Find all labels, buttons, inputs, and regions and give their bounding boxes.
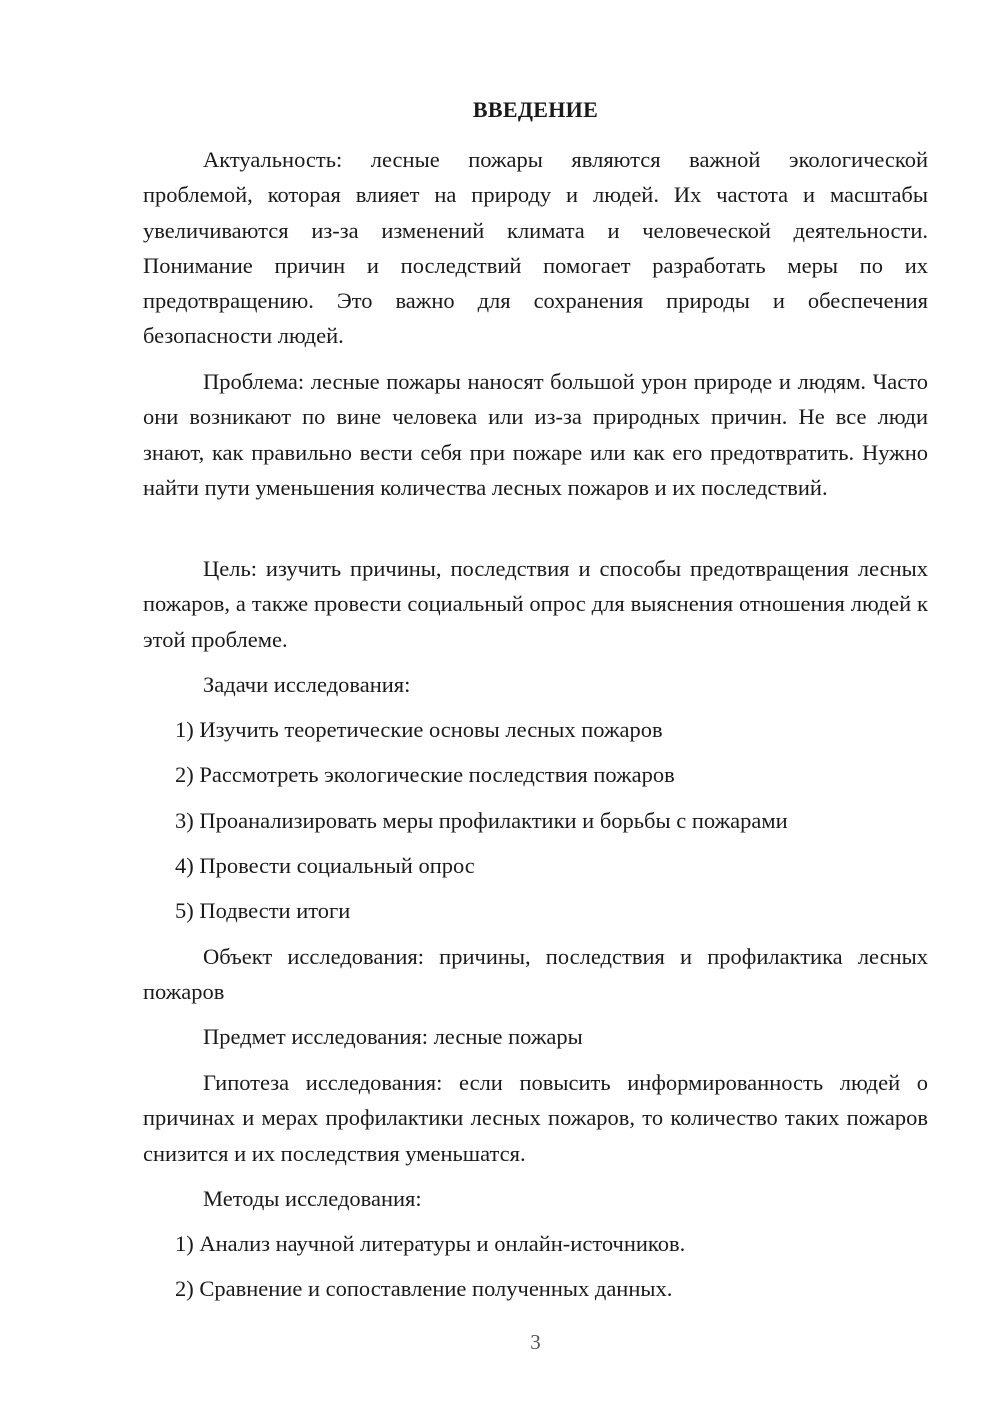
hypothesis-paragraph: Гипотеза исследования: если повысить информированность людей о причинах и мерах профилактики лесных пожаров, то количество таких пожаров снизится и их последствия уменьшатся. bbox=[143, 1070, 928, 1166]
method-item: 1) Анализ научной литературы и онлайн-источников. bbox=[175, 1231, 686, 1256]
page-number: 3 bbox=[530, 1330, 541, 1354]
tasks-heading: Задачи исследования: bbox=[203, 672, 411, 697]
task-item: 4) Провести социальный опрос bbox=[175, 853, 475, 878]
page-title: ВВЕДЕНИЕ bbox=[472, 97, 599, 122]
task-item: 1) Изучить теоретические основы лесных пожаров bbox=[175, 717, 663, 742]
object-paragraph: Объект исследования: причины, последствия и профилактика лесных пожаров bbox=[143, 944, 928, 1005]
task-item: 2) Рассмотреть экологические последствия пожаров bbox=[175, 762, 675, 787]
methods-heading: Методы исследования: bbox=[203, 1186, 422, 1211]
relevance-paragraph: Актуальность: лесные пожары являются важной экологической проблемой, которая влияет на природу и людей. Их частота и масштабы увеличиваются из-за изменений климата и человеческой деятельности. Понимание причин и последствий помогает разработать меры по их предотвращению. Это важно для сохранения природы и обеспечения безопасности людей. bbox=[143, 147, 928, 349]
problem-paragraph: Проблема: лесные пожары наносят большой урон природе и людям. Часто они возникают по вине человека или из-за природных причин. Не все люди знают, как правильно вести себя при пожаре или как его предотвратить. Нужно найти пути уменьшения количества лесных пожаров и их последствий. bbox=[143, 369, 928, 500]
goal-paragraph: Цель: изучить причины, последствия и способы предотвращения лесных пожаров, а также провести социальный опрос для выяснения отношения людей к этой проблеме. bbox=[143, 556, 928, 652]
subject-line: Предмет исследования: лесные пожары bbox=[203, 1024, 583, 1049]
task-item: 3) Проанализировать меры профилактики и борьбы с пожарами bbox=[175, 808, 788, 833]
method-item: 2) Сравнение и сопоставление полученных данных. bbox=[175, 1276, 673, 1301]
task-item: 5) Подвести итоги bbox=[175, 898, 351, 923]
